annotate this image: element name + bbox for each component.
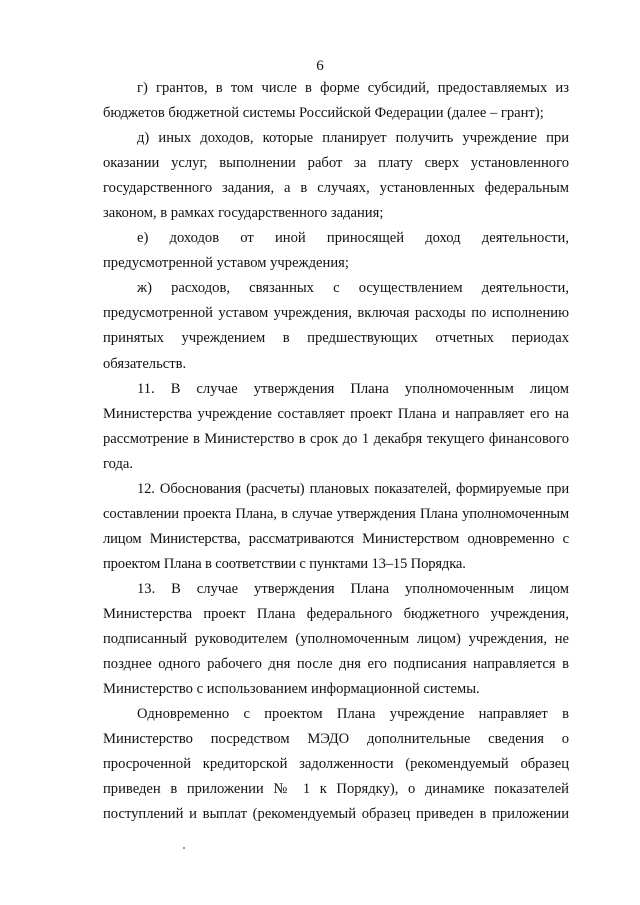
paragraph-12: 12. Обоснования (расчеты) плановых показателей, формируемые при составлении проекта Плана, в случае утверждения Плана уполномоченным лицом Министерства, рассматриваются Министерством одновременно с проектом Плана в соответствии с пунктами 13–15 Порядка. — [103, 480, 569, 572]
paragraph-13: 13. В случае утверждения Плана уполномоченным лицом Министерства проект Плана федерального бюджетного учреждения, подписанный руководителем (уполномоченным лицом) учреждения, не позднее одного рабочего дня после дня его подписания направляется в Министерство с использованием информационной системы. — [103, 580, 569, 698]
paragraph-11: 11. В случае утверждения Плана уполномоченным лицом Министерства учреждение составляет проект Плана и направляет его на рассмотрение в Министерство в срок до 1 декабря текущего финансового года. — [103, 380, 569, 472]
scan-speck — [183, 847, 185, 849]
paragraph-e-income-activity: е) доходов от иной приносящей доход деятельности, предусмотренной уставом учреждения; — [103, 230, 569, 272]
document-body — [103, 76, 569, 827]
paragraph-d-other-income: д) иных доходов, которые планирует получить учреждение при оказании услуг, выполнении работ за плату сверх установленного государственного задания, а в случаях, установленных федеральным законом, в рамках государственного задания; — [103, 130, 569, 222]
paragraph-zh-expenses: ж) расходов, связанных с осуществлением деятельности, предусмотренной уставом учреждения, включая расходы по исполнению принятых учреждением в предшествующих отчетных периодах обязательств. — [103, 280, 569, 372]
page-number: 6 — [316, 58, 324, 74]
paragraph-simultaneously: Одновременно с проектом Плана учреждение направляет в Министерство посредством МЭДО дополнительные сведения о просроченной кредиторской задолженности (рекомендуемый образец приведен в приложении № 1 к Порядку), о динамике показателей поступлений и выплат (рекомендуемый образец приведен в приложении — [103, 706, 569, 823]
paragraph-g-grants: г) грантов, в том числе в форме субсидий, предоставляемых из бюджетов бюджетной системы Российской Федерации (далее – грант); — [103, 80, 569, 122]
